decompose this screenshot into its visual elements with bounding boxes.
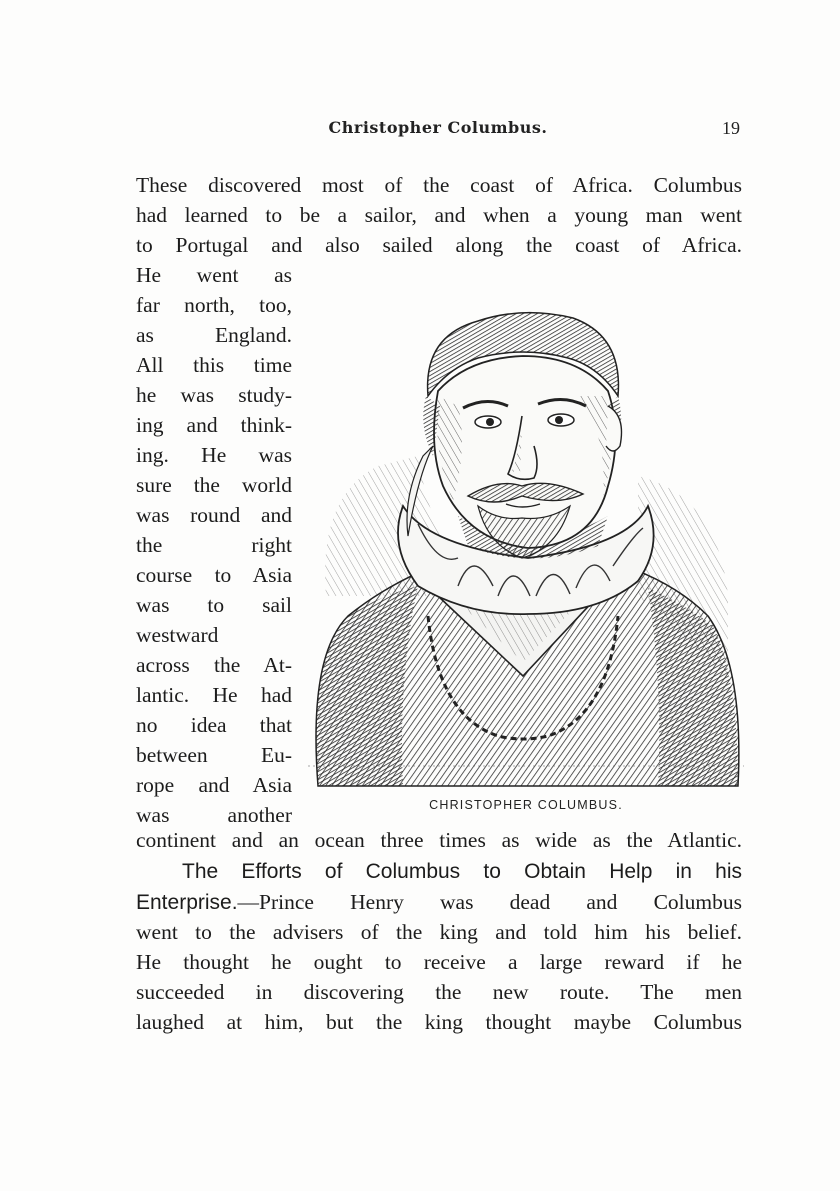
text-line: he was study-: [136, 383, 292, 407]
text-line: course to Asia: [136, 563, 292, 587]
text-line: no idea that: [136, 713, 292, 737]
text-line: sure the world: [136, 473, 292, 497]
text-line: All this time: [136, 353, 292, 377]
portrait-engraving: [308, 296, 744, 790]
text-line: [136, 887, 742, 918]
section-heading-text: Enterprise.: [136, 891, 238, 914]
text-line: between Eu-: [136, 743, 292, 767]
text-line: laughed at him, but the king thought maybe Columbus: [136, 1010, 742, 1034]
text-line: was to sail: [136, 593, 292, 617]
text-line: had learned to be a sailor, and when a young man went: [136, 203, 742, 227]
text-line: lantic. He had: [136, 683, 292, 707]
section-heading: [136, 856, 742, 887]
text-line: to Portugal and also sailed along the coast of Africa.: [136, 233, 742, 257]
figure-caption: CHRISTOPHER COLUMBUS.: [429, 798, 623, 812]
text-line: He thought he ought to receive a large reward if he: [136, 950, 742, 974]
text-line: across the At-: [136, 653, 292, 677]
text-line: westward: [136, 623, 219, 647]
text-line: was round and: [136, 503, 292, 527]
text-line: rope and Asia: [136, 773, 292, 797]
text-line: He went as: [136, 263, 292, 287]
text-line: went to the advisers of the king and told him his belief.: [136, 920, 742, 944]
page-number: 19: [722, 118, 740, 138]
text-line: succeeded in discovering the new route. The men: [136, 980, 742, 1004]
text-line: continent and an ocean three times as wide as the Atlantic.: [136, 828, 742, 852]
text-line: as England.: [136, 323, 292, 347]
section-heading-text: The Efforts of Columbus to Obtain Help in his: [182, 860, 742, 883]
text-line: ing and think-: [136, 413, 292, 437]
text-line: the right: [136, 533, 292, 557]
wrapped-text-column: [136, 260, 292, 830]
text-line: These discovered most of the coast of Africa. Columbus: [136, 173, 742, 197]
text-line: ing. He was: [136, 443, 292, 467]
text-line: far north, too,: [136, 293, 292, 317]
text-run: —Prince Henry was dead and Columbus: [237, 890, 742, 914]
text-line: was another: [136, 803, 292, 827]
running-head: [136, 118, 740, 144]
running-title: Christopher Columbus.: [328, 118, 548, 137]
